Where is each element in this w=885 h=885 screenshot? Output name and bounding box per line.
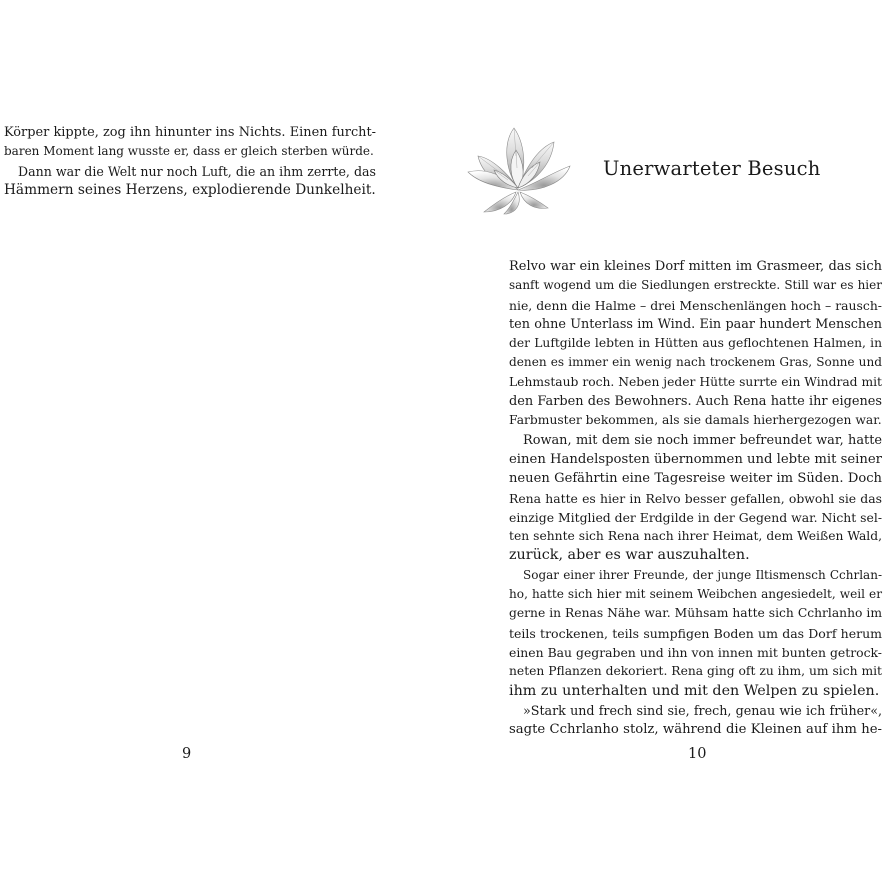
chapter-title: Unerwarteter Besuch bbox=[603, 157, 821, 180]
text-line: neuen Gefährtin eine Tagesreise weiter im Süden. Doch bbox=[509, 471, 882, 487]
text-line: zurück, aber es war auszuhalten. bbox=[509, 547, 750, 564]
text-line: nie, denn die Halme – drei Menschenlängen hoch – rausch- bbox=[509, 297, 882, 313]
text-line: Lehmstaub roch. Neben jeder Hütte surrte ein Windrad mit bbox=[509, 374, 882, 389]
text-line: denen es immer ein wenig nach trockenem Gras, Sonne und bbox=[509, 355, 882, 370]
text-line: Farbmuster bekommen, als sie damals hierhergezogen war. bbox=[509, 413, 882, 428]
right-page bbox=[442, 0, 885, 885]
text-line: teils trockenen, teils sumpfigen Boden um das Dorf herum bbox=[509, 625, 882, 641]
text-line: ho, hatte sich hier mit seinem Weibchen angesiedelt, weil er bbox=[509, 587, 882, 602]
text-line: Dann war die Welt nur noch Luft, die an ihm zerrte, das bbox=[18, 163, 376, 179]
lotus-flower-icon bbox=[466, 122, 572, 216]
text-line: Sogar einer ihrer Freunde, der junge Iltismensch Cchrlan- bbox=[523, 567, 882, 582]
text-line: einen Handelsposten übernommen und lebte mit seiner bbox=[509, 451, 882, 467]
left-page-text bbox=[4, 123, 376, 200]
text-line: ten ohne Unterlass im Wind. Ein paar hundert Menschen bbox=[509, 316, 882, 332]
page-number-left: 9 bbox=[182, 746, 192, 762]
text-line: der Luftgilde lebten in Hütten aus geflochtenen Halmen, in bbox=[509, 336, 882, 351]
text-line: ihm zu unterhalten und mit den Welpen zu spielen. bbox=[509, 682, 880, 699]
text-line: Rena hatte es hier in Relvo besser gefallen, obwohl sie das bbox=[509, 490, 882, 506]
text-line: sagte Cchrlanho stolz, während die Kleinen auf ihm he- bbox=[509, 722, 882, 738]
right-page-text bbox=[509, 257, 882, 739]
text-line: ten sehnte sich Rena nach ihrer Heimat, dem Weißen Wald, bbox=[509, 529, 882, 544]
text-line: neten Pflanzen dekoriert. Rena ging oft zu ihm, um sich mit bbox=[509, 664, 882, 679]
text-line: einen Bau gegraben und ihn von innen mit bunten getrock- bbox=[509, 644, 882, 660]
text-line: sanft wogend um die Siedlungen erstreckte. Still war es hier bbox=[509, 278, 882, 293]
left-page bbox=[0, 0, 442, 885]
text-line: den Farben des Bewohners. Auch Rena hatte ihr eigenes bbox=[509, 394, 882, 410]
page-number-right: 10 bbox=[688, 746, 707, 762]
text-line: einzige Mitglied der Erdgilde in der Gegend war. Nicht sel- bbox=[509, 509, 883, 525]
text-line: Hämmern seines Herzens, explodierende Dunkelheit. bbox=[4, 181, 376, 198]
text-line: Rowan, mit dem sie noch immer befreundet war, hatte bbox=[523, 432, 882, 448]
text-line: gerne in Renas Nähe war. Mühsam hatte sich Cchrlanho im bbox=[509, 606, 882, 621]
text-line: »Stark und frech sind sie, frech, genau wie ich früher«, bbox=[523, 702, 882, 718]
text-line: Relvo war ein kleines Dorf mitten im Grasmeer, das sich bbox=[509, 259, 882, 274]
text-line: Körper kippte, zog ihn hinunter ins Nichts. Einen furcht- bbox=[4, 125, 376, 140]
text-line: baren Moment lang wusste er, dass er gleich sterben würde. bbox=[4, 144, 374, 159]
